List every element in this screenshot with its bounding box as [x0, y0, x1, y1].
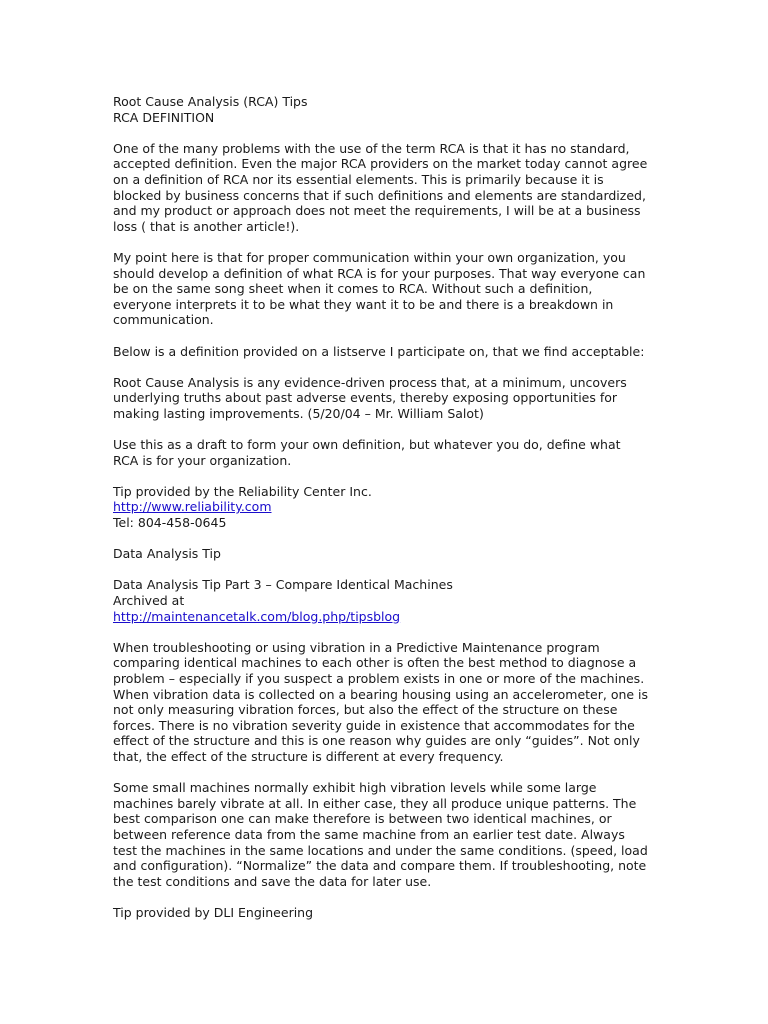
text-line: between reference data from the same machine from an earlier test date. Always	[113, 826, 625, 842]
text-line: the test conditions and save the data for later use.	[113, 873, 432, 889]
text-line: loss ( that is another article!).	[113, 218, 300, 234]
text-line: When vibration data is collected on a bearing housing using an accelerometer, one is	[113, 686, 649, 702]
spacer	[113, 328, 665, 344]
text-line: and configuration). “Normalize” the data and compare them. If troubleshooting, note	[113, 858, 647, 874]
spacer	[113, 765, 665, 781]
text-line: comparing identical machines to each other is often the best method to diagnose a	[113, 655, 637, 671]
rca-paragraph-5	[113, 437, 665, 468]
rca-definition-quote	[113, 375, 665, 422]
text-line: effect of the structure and this is one reason why guides are only “guides”. Not only	[113, 733, 640, 749]
rca-paragraph-1	[113, 141, 665, 235]
rca-telephone: Tel: 804-458-0645	[113, 515, 227, 531]
text-line: best comparison one can make therefore is between two identical machines, or	[113, 811, 612, 827]
text-line: underlying truths about past adverse events, thereby exposing opportunities for	[113, 390, 618, 406]
text-line: problem – especially if you suspect a problem exists in one or more of the machines.	[113, 670, 645, 686]
section-heading-data-analysis: Data Analysis Tip	[113, 546, 221, 562]
tipsblog-link-row	[113, 609, 665, 625]
text-line: accepted definition. Even the major RCA providers on the market today cannot agree	[113, 156, 648, 172]
text-line: and my product or approach does not meet the requirements, I will be at a business	[113, 203, 641, 219]
spacer	[113, 359, 665, 375]
text-line: making lasting improvements. (5/20/04 – Mr. William Salot)	[113, 405, 484, 421]
text-line: on a definition of RCA nor its essential elements. This is primarily because it is	[113, 171, 604, 187]
spacer	[113, 562, 665, 578]
rca-credit: Tip provided by the Reliability Center Inc.	[113, 483, 372, 499]
spacer	[113, 624, 665, 640]
spacer	[113, 421, 665, 437]
document-title: Root Cause Analysis (RCA) Tips	[113, 94, 308, 109]
text-line: everyone interprets it to be what they want it to be and there is a breakdown in	[113, 296, 614, 312]
spacer	[113, 234, 665, 250]
text-line: that, the effect of the structure is different at every frequency.	[113, 748, 504, 764]
data-tip-paragraph-1	[113, 640, 665, 765]
text-line: My point here is that for proper communication within your own organization, you	[113, 249, 626, 265]
text-line: blocked by business concerns that if such definitions and elements are standardized,	[113, 187, 646, 203]
text-line: test the machines in the same locations and under the same conditions. (speed, load	[113, 842, 648, 858]
spacer	[113, 531, 665, 547]
document-page	[113, 94, 665, 920]
text-line: One of the many problems with the use of the term RCA is that it has no standard,	[113, 140, 630, 156]
data-tip-paragraph-2	[113, 780, 665, 889]
reliability-link[interactable]: http://www.reliability.com	[113, 499, 272, 515]
spacer	[113, 125, 665, 141]
text-line: be on the same song sheet when it comes to RCA. Without such a definition,	[113, 281, 593, 297]
spacer	[113, 889, 665, 905]
rca-paragraph-2	[113, 250, 665, 328]
rca-paragraph-3: Below is a definition provided on a listserve I participate on, that we find acceptable:	[113, 343, 645, 359]
text-line: Some small machines normally exhibit high vibration levels while some large	[113, 780, 597, 796]
text-line: should develop a definition of what RCA is for your purposes. That way everyone can	[113, 265, 646, 281]
data-tip-credit: Tip provided by DLI Engineering	[113, 904, 314, 920]
text-line: machines barely vibrate at all. In either case, they all produce unique patterns. The	[113, 795, 637, 811]
text-line: RCA is for your organization.	[113, 452, 292, 468]
archived-label: Archived at	[113, 593, 185, 608]
data-tip-part-title: Data Analysis Tip Part 3 – Compare Identical Machines	[113, 577, 453, 593]
tipsblog-link[interactable]: http://maintenancetalk.com/blog.php/tipsblog	[113, 608, 401, 624]
text-line: forces. There is no vibration severity guide in existence that accommodates for the	[113, 717, 635, 733]
text-line: Root Cause Analysis is any evidence-driven process that, at a minimum, uncovers	[113, 374, 627, 390]
text-line: not only measuring vibration forces, but also the effect of the structure on these	[113, 702, 618, 718]
text-line: When troubleshooting or using vibration in a Predictive Maintenance program	[113, 639, 600, 655]
reliability-link-row	[113, 499, 665, 515]
text-line: Use this as a draft to form your own definition, but whatever you do, define what	[113, 437, 621, 453]
text-line: communication.	[113, 312, 214, 328]
spacer	[113, 468, 665, 484]
section-heading-rca-definition: RCA DEFINITION	[113, 109, 215, 125]
